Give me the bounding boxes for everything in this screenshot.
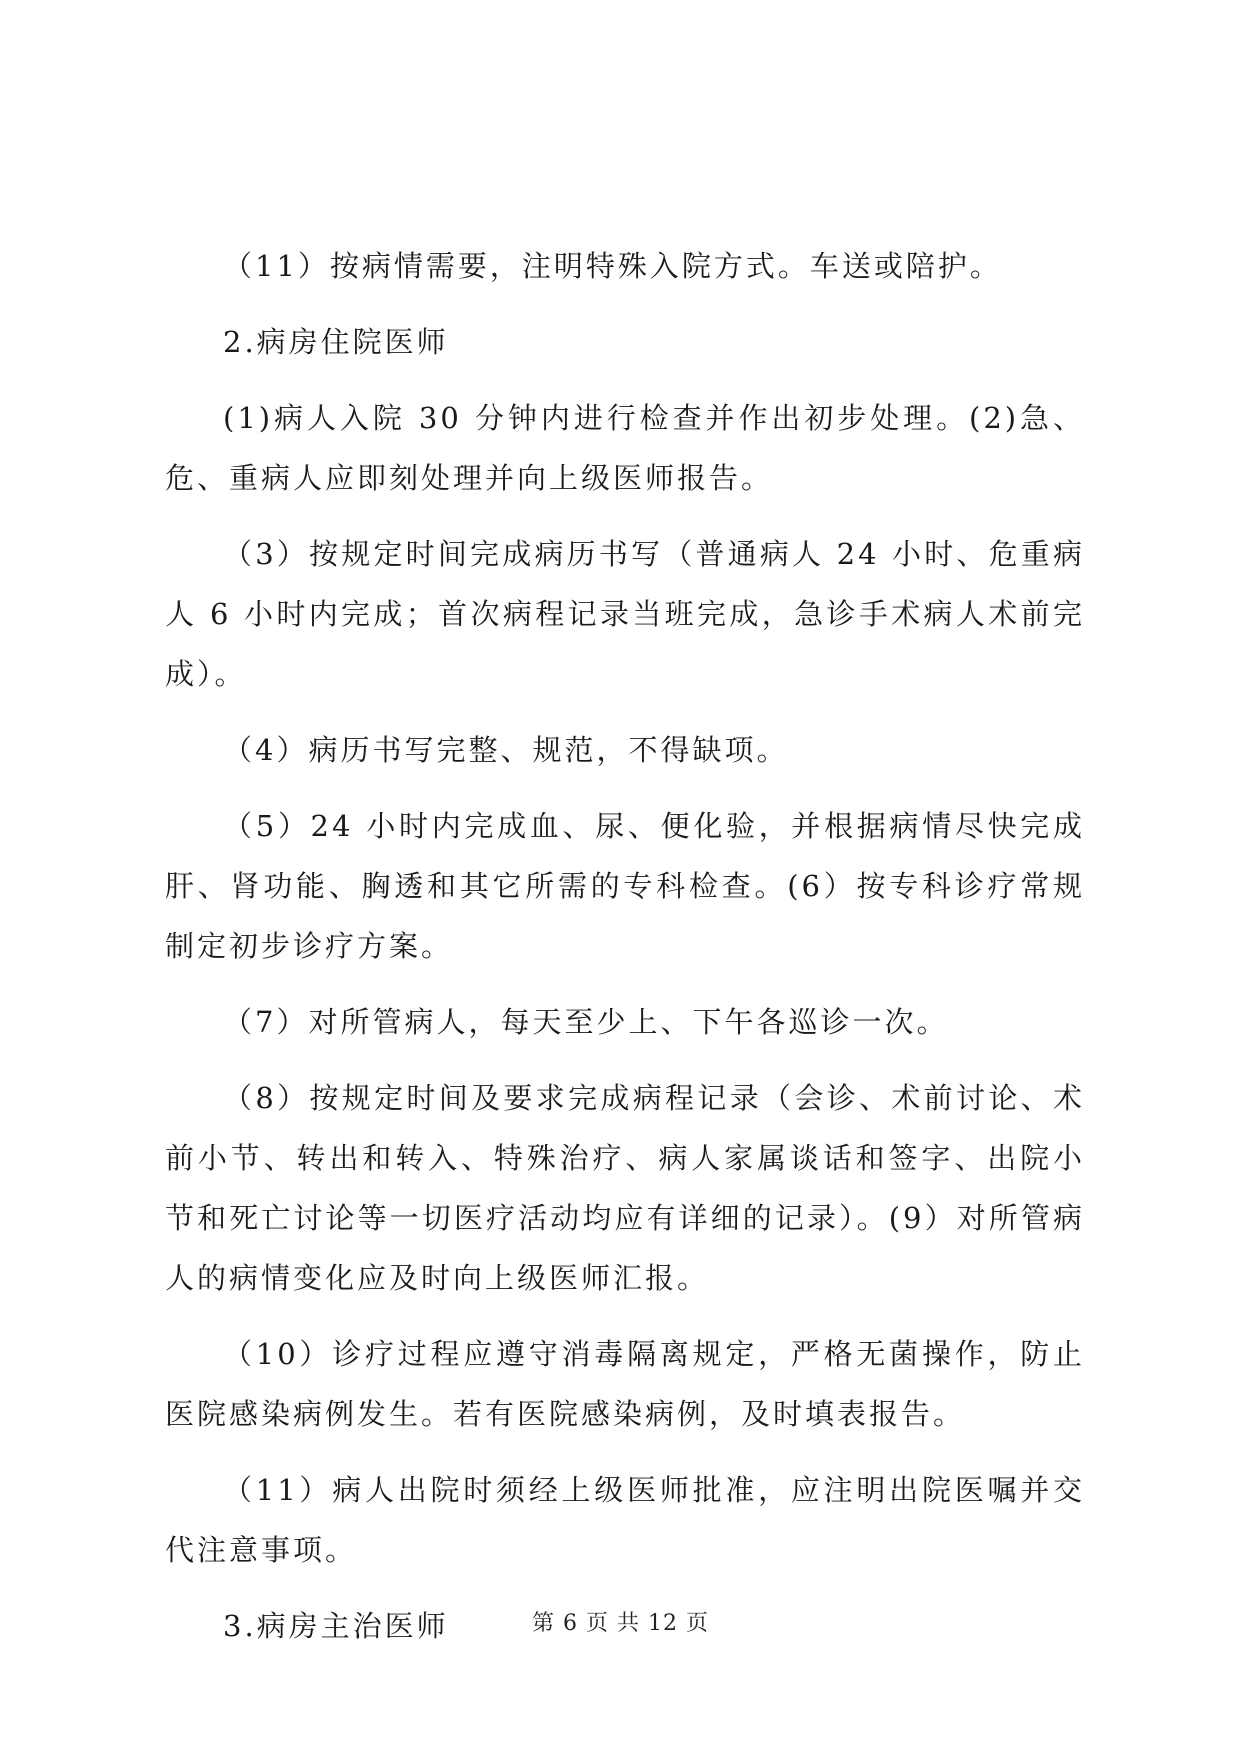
- paragraph-discharge: （11）病人出院时须经上级医师批准，应注明出院医嘱并交代注意事项。: [165, 1473, 1085, 1567]
- section-heading-attending-physician: 3.病房主治医师: [223, 1609, 449, 1643]
- paragraph-medical-record-deadline: （3）按规定时间完成病历书写（普通病人 24 小时、危重病人 6 小时内完成；首次病程记录当班完成，急诊手术病人术前完成）。: [165, 537, 1085, 691]
- paragraph-record-completeness: （4）病历书写完整、规范，不得缺项。: [223, 733, 789, 767]
- document-body: [165, 236, 1085, 1672]
- paragraph-ward-rounds: （7）对所管病人，每天至少上、下午各巡诊一次。: [223, 1005, 949, 1039]
- paragraph-infection-control: （10）诊疗过程应遵守消毒隔离规定，严格无菌操作，防止医院感染病例发生。若有医院感染病例，及时填表报告。: [165, 1337, 1085, 1431]
- paragraph-progress-notes: （8）按规定时间及要求完成病程记录（会诊、术前讨论、术前小节、转出和转入、特殊治疗、病人家属谈话和签字、出院小节和死亡讨论等一切医疗活动均应有详细的记录）。(9）对所管病人的病情变化应及时向上级医师汇报。: [165, 1081, 1085, 1295]
- section-heading-resident-physician: 2.病房住院医师: [223, 325, 449, 359]
- paragraph-lab-tests: （5）24 小时内完成血、尿、便化验，并根据病情尽快完成肝、肾功能、胸透和其它所需的专科检查。(6）按专科诊疗常规制定初步诊疗方案。: [165, 809, 1085, 963]
- page-number-footer: 第 6 页 共 12 页: [532, 1611, 709, 1636]
- paragraph-initial-exam: (1)病人入院 30 分钟内进行检查并作出初步处理。(2)急、危、重病人应即刻处理并向上级医师报告。: [165, 401, 1085, 495]
- paragraph-admission-method: （11）按病情需要，注明特殊入院方式。车送或陪护。: [223, 249, 1002, 283]
